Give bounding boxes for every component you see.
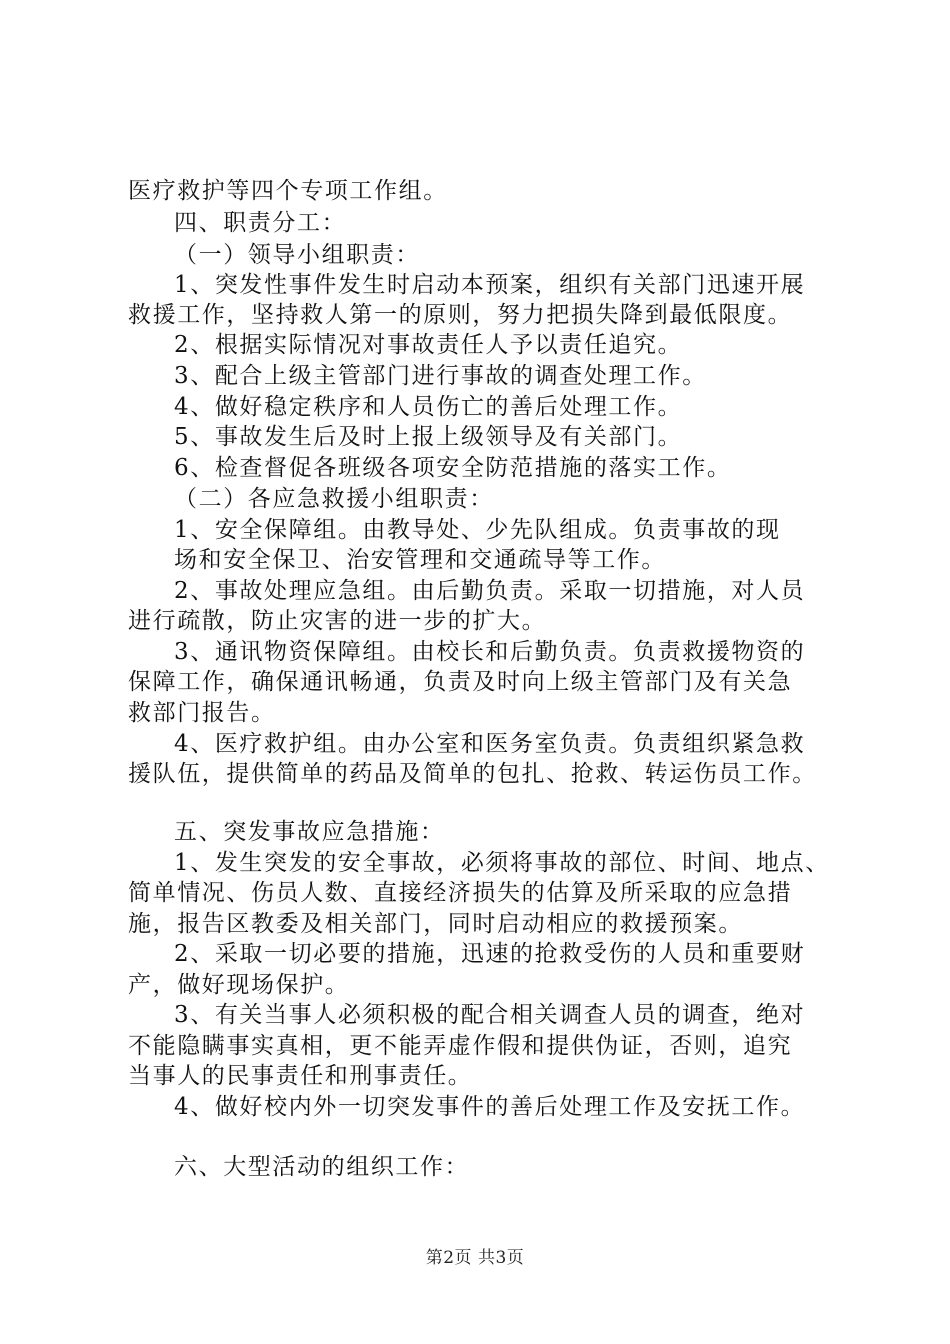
text-line: 4、医疗救护组。由办公室和医务室负责。负责组织紧急救 [174, 731, 806, 757]
text-line: 2、根据实际情况对事故责任人予以责任追究。 [174, 332, 683, 358]
text-line: 6、检查督促各班级各项安全防范措施的落实工作。 [174, 455, 732, 481]
text-line: 1、安全保障组。由教导处、少先队组成。负责事故的现 [174, 517, 781, 543]
text-line: 2、采取一切必要的措施，迅速的抢救受伤的人员和重要财 [174, 941, 806, 967]
text-line: 进行疏散，防止灾害的进一步的扩大。 [128, 608, 547, 634]
text-line: 救援工作，坚持救人第一的原则，努力把损失降到最低限度。 [128, 302, 793, 328]
text-line: 不能隐瞒事实真相，更不能弄虚作假和提供伪证，否则，追究 [128, 1033, 793, 1059]
text-line: 4、做好校内外一切突发事件的善后处理工作及安抚工作。 [174, 1094, 806, 1120]
section-heading: 六、大型活动的组织工作： [174, 1154, 470, 1180]
text-line: 3、通讯物资保障组。由校长和后勤负责。负责救援物资的 [174, 639, 806, 665]
text-line: 医疗救护等四个专项工作组。 [128, 178, 448, 204]
text-line: 简单情况、伤员人数、直接经济损失的估算及所采取的应急措 [128, 880, 793, 906]
text-line: 5、事故发生后及时上报上级领导及有关部门。 [174, 424, 683, 450]
text-line: 场和安全保卫、治安管理和交通疏导等工作。 [174, 547, 666, 573]
text-line: 施，报告区教委及相关部门，同时启动相应的救援预案。 [128, 911, 743, 937]
text-line: 救部门报告。 [128, 700, 276, 726]
text-line: 1、突发性事件发生时启动本预案，组织有关部门迅速开展 [174, 272, 806, 298]
section-heading: 五、突发事故应急措施： [174, 819, 445, 845]
text-line: 2、事故处理应急组。由后勤负责。采取一切措施，对人员 [174, 578, 806, 604]
text-line: 3、有关当事人必须积极的配合相关调查人员的调查，绝对 [174, 1002, 806, 1028]
subsection-heading: （一）领导小组职责： [174, 242, 420, 268]
page-number-footer: 第2页 共3页 [425, 1248, 525, 1268]
text-line: 产，做好现场保护。 [128, 972, 350, 998]
text-line: 4、做好稳定秩序和人员伤亡的善后处理工作。 [174, 394, 683, 420]
text-line: 保障工作，确保通讯畅通，负责及时向上级主管部门及有关急 [128, 669, 793, 695]
text-line: 当事人的民事责任和刑事责任。 [128, 1063, 473, 1089]
text-line: 1、发生突发的安全事故，必须将事故的部位、时间、地点、 [174, 850, 830, 876]
text-line: 3、配合上级主管部门进行事故的调查处理工作。 [174, 363, 707, 389]
subsection-heading: （二）各应急救援小组职责： [174, 486, 494, 512]
section-heading: 四、职责分工： [174, 210, 347, 236]
text-line: 援队伍，提供简单的药品及简单的包扎、抢救、转运伤员工作。 [128, 761, 817, 787]
